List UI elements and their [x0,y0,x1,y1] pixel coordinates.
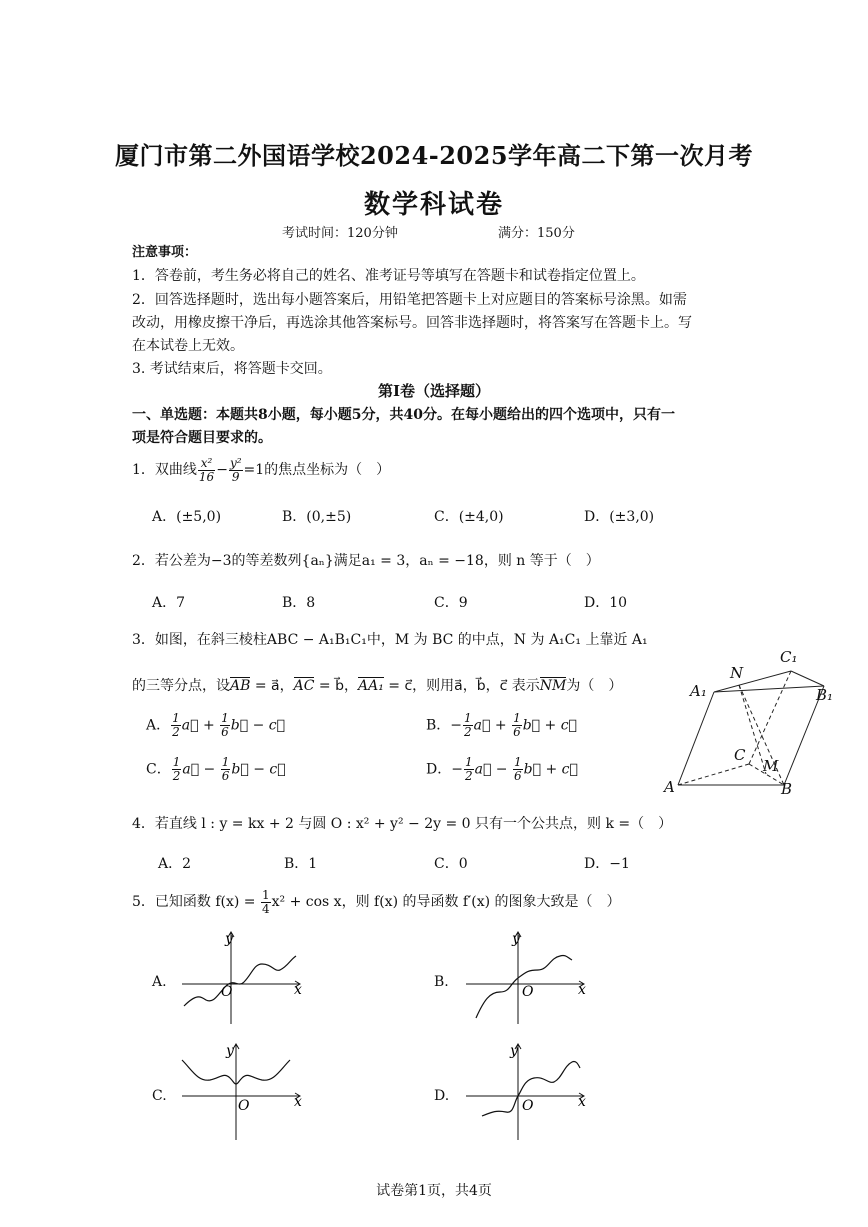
exam-subtitle: 数学科试卷 [363,190,504,220]
exam-time: 考试时间：120分钟 [282,226,398,241]
q1-option-c: C．(±4,0) [434,509,504,525]
q1-minus: − [216,462,228,478]
q5-option-b-label: B. [434,974,449,990]
label-a1: A₁ [690,682,707,700]
q1-fraction-y: $\frac{\text{y²}}{9}$ [229,455,242,484]
q4-option-d: D．−1 [584,856,630,872]
svg-text:O: O [522,984,534,1000]
vector-nm: NM [539,678,567,694]
question-2: 2．若公差为−3的等差数列{aₙ}满足a₁ = 3，aₙ = −18，则 n 等于（ ） [132,553,600,569]
section-title: 第Ⅰ卷（选择题） [377,382,491,400]
q2-option-c: C．9 [434,595,468,611]
svg-text:y: y [225,931,233,947]
exam-title: 厦门市第二外国语学校2024-2025学年高二下第一次月考 [114,141,754,170]
section-instruction: 项是符合题目要求的。 [132,430,272,446]
svg-text:x: x [578,982,586,998]
q5-option-a-label: A. [152,974,167,990]
vector-aa1: AA₁ [357,678,384,694]
edge-cc1 [749,671,791,764]
svg-text:y: y [226,1043,234,1059]
q5-option-d-label: D. [434,1088,450,1104]
page-footer: 试卷第1页，共4页 [376,1183,492,1199]
notes-item: 在本试卷上无效。 [132,338,244,354]
label-b: B [781,780,793,798]
svg-text:O: O [522,1098,534,1114]
q5-option-c-label: C. [152,1088,167,1104]
notes-item: 改动，用橡皮擦干净后，再选涂其他答案标号。回答非选择题时，将答案写在答题卡上。写 [132,315,692,331]
q1-fraction-x: $\frac{\text{x²}}{16}$ [198,455,215,484]
q1-option-b: B．(0,±5) [282,509,352,525]
q1-option-a: A．(±5,0) [152,509,222,525]
q5-graph-d [460,1040,590,1144]
svg-text:O: O [221,984,233,1000]
question-5: 5．已知函数 f(x) = $\frac{1}{4}$ x² + cos x，则 f(x) 的导函数 f′(x) 的图象大致是（ ） [132,887,621,916]
q1-option-d: D．(±3,0) [584,509,655,525]
edge-aa1 [678,692,714,785]
q3-option-a: A． $\frac{1}{2}$ a⃗ + $\frac{1}{6}$ b⃗ − c⃗ [146,711,286,739]
svg-text:x: x [294,1094,302,1110]
q1-prefix: 1．双曲线 [132,462,197,478]
question-3-line2: 的三等分点，设AB = a⃗，AC = b⃗，AA₁ = c⃗，则用a⃗，b⃗，c⃗ 表示NM为（ ） [132,678,623,694]
q3-option-b: B．− $\frac{1}{2}$ a⃗ + $\frac{1}{6}$ b⃗ + c⃗ [426,711,577,739]
q5-graph-c [176,1040,306,1144]
q5-graph-b [460,928,590,1028]
label-n: N [730,664,744,682]
notes-item: 3. 考试结束后，将答题卡交回。 [132,361,332,377]
q1-tail: 的焦点坐标为（ ） [264,462,391,478]
notes-item: 1．答卷前，考生务必将自己的姓名、准考证号等填写在答题卡和试卷指定位置上。 [132,268,645,284]
full-score: 满分：150分 [498,226,575,241]
q4-option-a: A．2 [158,856,192,872]
svg-text:y: y [510,1043,518,1059]
notes-heading: 注意事项： [132,245,198,260]
q3-option-d: D．− $\frac{1}{2}$ a⃗ − $\frac{1}{6}$ b⃗ + c⃗ [426,755,578,783]
q2-option-d: D．10 [584,595,628,611]
label-m: M [763,757,779,775]
q3-option-c: C． $\frac{1}{2}$ a⃗ − $\frac{1}{6}$ b⃗ − c⃗ [146,755,286,783]
section-instruction: 一、单选题：本题共8小题，每小题5分，共40分。在每小题给出的四个选项中，只有一 [132,407,675,423]
label-a: A [664,778,675,796]
svg-text:x: x [294,982,302,998]
question-1 [132,452,390,488]
q2-option-b: B．8 [282,595,316,611]
edge-ac [678,764,749,785]
svg-text:x: x [578,1094,586,1110]
edge-c1b1 [791,671,824,686]
svg-text:O: O [238,1098,250,1114]
svg-text:y: y [512,931,520,947]
label-b1: B₁ [816,686,834,704]
label-c: C [734,746,746,764]
q4-option-b: B．1 [284,856,318,872]
q1-equals: =1 [243,462,265,478]
edge-a1b1 [714,686,824,692]
q4-option-c: C．0 [434,856,468,872]
q2-option-a: A．7 [152,595,186,611]
vector-ac: AC [293,678,315,694]
question-4: 4．若直线 l : y = kx + 2 与圆 O : x² + y² − 2y = 0 只有一个公共点，则 k =（ ） [132,816,673,832]
question-3-line1: 3．如图，在斜三棱柱ABC − A₁B₁C₁中，M 为 BC 的中点，N 为 A₁C₁ 上靠近 A₁ [132,632,648,648]
q5-graph-a [176,928,306,1028]
prism-figure [656,640,846,805]
vector-ab: AB [230,678,251,694]
label-c1: C₁ [780,648,798,666]
notes-item: 2．回答选择题时，选出每小题答案后，用铅笔把答题卡上对应题目的答案标号涂黑。如需 [132,292,687,308]
